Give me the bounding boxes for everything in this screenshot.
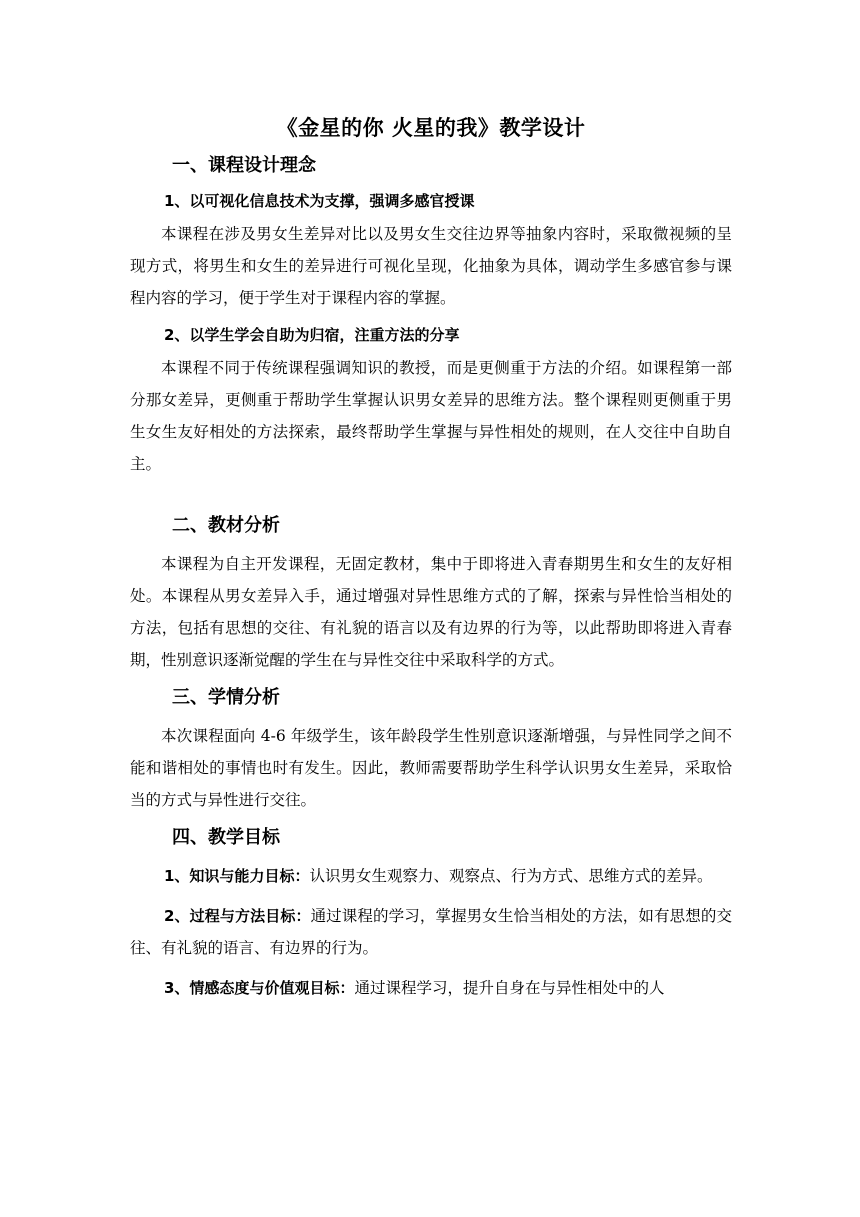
document-title: 《金星的你 火星的我》教学设计 [276, 116, 586, 140]
paragraph-visual-tech: 本课程在涉及男女生差异对比以及男女生交往边界等抽象内容时，采取微视频的呈现方式，将男生和女生的差异进行可视化呈现，化抽象为具体，调动学生多感官参与课程内容的学习，便于学生对于课程内容的掌握。 [130, 225, 732, 307]
spacer [130, 676, 732, 684]
goal-label: 1、知识与能力目标： [164, 867, 310, 885]
spacer [130, 540, 732, 548]
goal-emotion-values [130, 972, 732, 1004]
goal-text: 认识男女生观察力、观察点、行为方式、思维方式的差异。 [309, 867, 713, 885]
goal-text: 通过课程学习，提升自身在与异性相处中的人 [354, 979, 665, 997]
goal-knowledge-ability [130, 860, 732, 892]
goal-text: 通过课程的学习，掌握男女生恰当相处的方法，如有思想的交往、有礼貌的语言、有边界的行为。 [130, 907, 732, 957]
section-heading-design-concept: 一、课程设计理念 [172, 155, 316, 176]
subsection-heading-visual-tech: 1、以可视化信息技术为支撑，强调多感官授课 [164, 192, 475, 210]
section-heading-learner-analysis: 三、学情分析 [172, 687, 280, 708]
document-body [130, 112, 732, 1004]
spacer [130, 816, 732, 824]
spacer [130, 712, 732, 720]
section-heading-material-analysis: 二、教材分析 [172, 515, 280, 536]
goal-process-method [130, 900, 732, 964]
spacer [130, 480, 732, 512]
paragraph-material-analysis: 本课程为自主开发课程，无固定教材，集中于即将进入青春期男生和女生的友好相处。本课程从男女差异入手，通过增强对异性思维方式的了解，探索与异性恰当相处的方法，包括有思想的交往、有礼貌的语言以及有边界的行为等，以此帮助即将进入青春期，性别意识逐渐觉醒的学生在与异性交往中采取科学的方式。 [130, 555, 732, 669]
section-heading-teaching-goals: 四、教学目标 [172, 827, 280, 848]
subsection-heading-self-help: 2、以学生学会自助为归宿，注重方法的分享 [164, 326, 460, 344]
goal-label: 3、情感态度与价值观目标： [164, 979, 355, 997]
paragraph-self-help: 本课程不同于传统课程强调知识的教授，而是更侧重于方法的介绍。如课程第一部分那女差异，更侧重于帮助学生掌握认识男女差异的思维方法。整个课程则更侧重于男生女生友好相处的方法探索，最终帮助学生掌握与异性相处的规则，在人交往中自助自主。 [130, 359, 732, 473]
goal-label: 2、过程与方法目标： [164, 907, 311, 925]
spacer [130, 852, 732, 860]
paragraph-learner-analysis: 本次课程面向 4-6 年级学生，该年龄段学生性别意识逐渐增强，与异性同学之间不能和谐相处的事情也时有发生。因此，教师需要帮助学生科学认识男女生差异，采取恰当的方式与异性进行交往。 [130, 727, 732, 809]
